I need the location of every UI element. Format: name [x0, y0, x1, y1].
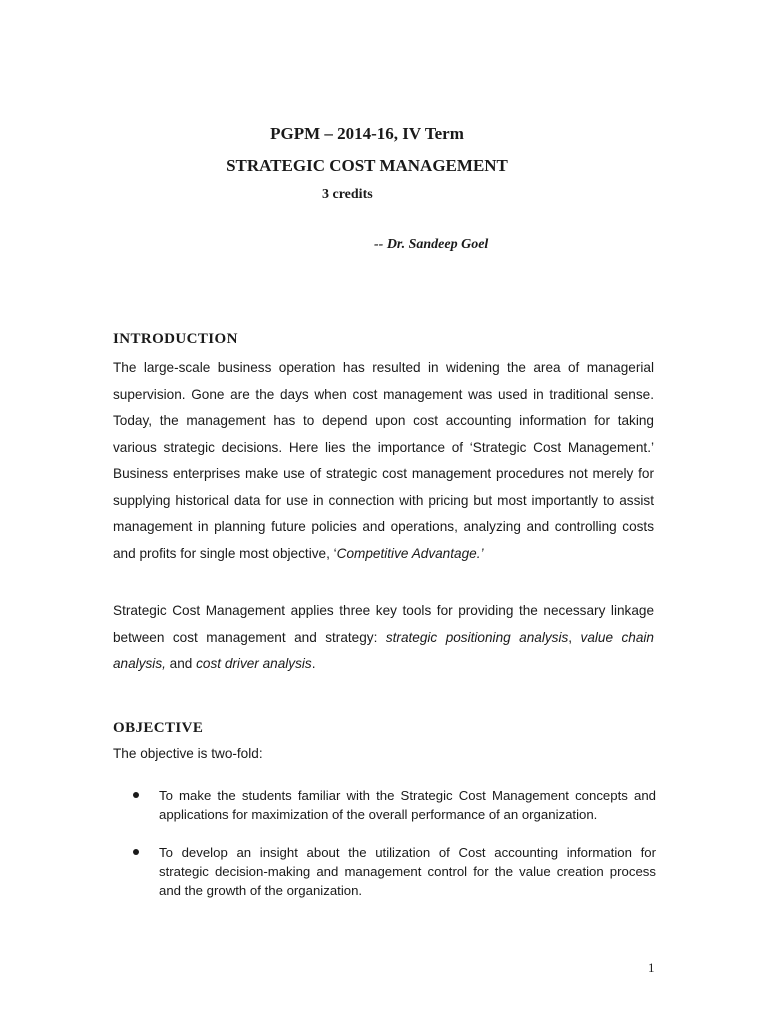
objective-intro: The objective is two-fold:	[113, 746, 263, 761]
objective-heading: OBJECTIVE	[113, 720, 204, 736]
tools-and: and	[165, 656, 197, 671]
bullet-2-line-3: and the growth of the organization.	[159, 883, 363, 898]
bullet-2-text	[159, 843, 656, 900]
tool-strategic-positioning: strategic positioning analysis	[385, 629, 569, 645]
bullet-1-text	[159, 786, 656, 824]
bullet-icon	[133, 792, 139, 798]
competitive-advantage-text: Competitive Advantage.’	[336, 545, 484, 561]
intro-last-prefix: and profits for single most objective, ‘	[113, 545, 337, 561]
tool-value-chain-cont: analysis,	[113, 656, 166, 671]
tools-line-1: Strategic Cost Management applies three key tools for providing the necessary linkage	[113, 603, 654, 618]
intro-line-1: The large-scale business operation has resulted in widening the area of managerial	[113, 360, 654, 375]
author: -- Dr. Sandeep Goel	[374, 237, 489, 252]
intro-line-7: management in planning future policies and operations, analyzing and controlling costs	[113, 519, 654, 534]
course-code: PGPM – 2014-16, IV Term	[270, 124, 464, 143]
course-title: STRATEGIC COST MANAGEMENT	[226, 156, 508, 175]
tools-end: .	[311, 656, 316, 671]
tools-line-2-prefix: between cost management and strategy:	[113, 629, 386, 645]
tool-value-chain: value chain	[580, 629, 654, 645]
bullet-icon	[133, 849, 139, 855]
intro-line-2: supervision. Gone are the days when cost management was used in traditional sense.	[113, 386, 654, 402]
tools-line-2	[113, 625, 654, 652]
intro-line-3: Today, the management has to depend upon cost accounting information for taking	[113, 413, 654, 428]
intro-line-5: Business enterprises make use of strategic cost management procedures not merely for	[113, 466, 654, 481]
bullet-2-line-2: strategic decision-making and management control for the value creation process	[159, 864, 656, 879]
credits: 3 credits	[322, 187, 373, 202]
tool-cost-driver: cost driver analysis	[196, 656, 312, 671]
tools-line-3	[113, 651, 654, 678]
tools-paragraph	[113, 598, 654, 678]
intro-line-6: supplying historical data for use in connection with pricing but most importantly to assist	[113, 492, 654, 508]
intro-line-4: various strategic decisions. Here lies the importance of ‘Strategic Cost Management.’	[113, 439, 654, 455]
tools-separator: ,	[568, 629, 581, 645]
bullet-1-line-2: applications for maximization of the overall performance of an organization.	[159, 807, 598, 822]
page-number: 1	[648, 960, 655, 975]
introduction-heading: INTRODUCTION	[113, 331, 238, 347]
bullet-2-line-1: To develop an insight about the utilization of Cost accounting information for	[159, 845, 656, 860]
bullet-1-line-1: To make the students familiar with the Strategic Cost Management concepts and	[159, 788, 656, 803]
introduction-paragraph	[113, 355, 654, 567]
intro-line-8	[113, 541, 654, 568]
